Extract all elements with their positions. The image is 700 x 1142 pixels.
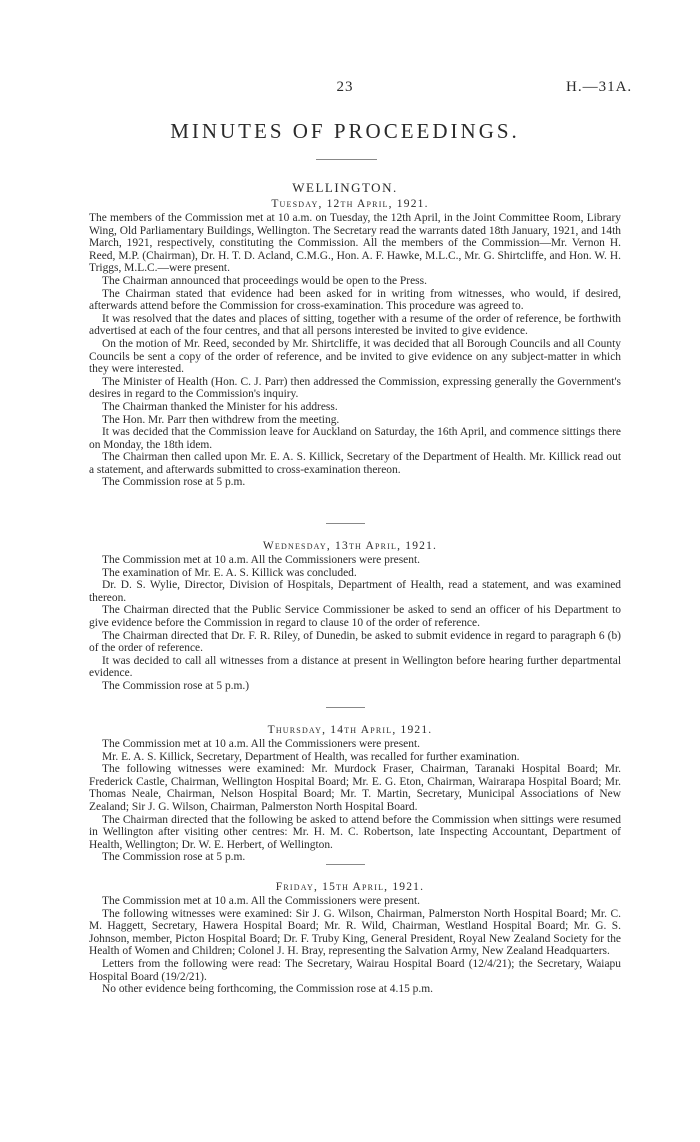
- section-divider: [326, 864, 365, 865]
- section-date: Tuesday, 12th April, 1921.: [271, 198, 429, 210]
- paragraph: The Chairman directed that Dr. F. R. Riley, of Dunedin, be asked to submit evidence in regard to paragraph 6 (b) of the order of reference.: [89, 629, 621, 655]
- paragraph: The Chairman announced that proceedings would be open to the Press.: [102, 274, 427, 287]
- paragraph: The Chairman stated that evidence had been asked for in writing from witnesses, who would, if desired, afterwards attend before the Commission for cross-examination. This procedure was agreed to.: [89, 287, 621, 313]
- paragraph: The Commission rose at 5 p.m.: [102, 851, 246, 864]
- page-title: MINUTES OF PROCEEDINGS.: [170, 119, 520, 143]
- paragraph: The Chairman directed that the following be asked to attend before the Commission when sittings were resumed in Wellington after visiting other centres: Mr. H. M. C. Robertson, late Inspecting Accountant, Department of Health, Wellington; Dr. W. E. Herbert, of Wellington.: [89, 813, 621, 851]
- section-date: Wednesday, 13th April, 1921.: [262, 540, 438, 552]
- section-divider: [326, 523, 365, 524]
- document-reference: H.—31A.: [566, 79, 633, 95]
- paragraph: Mr. E. A. S. Killick, Secretary, Department of Health, was recalled for further examination.: [102, 750, 520, 763]
- paragraph: The Hon. Mr. Parr then withdrew from the meeting.: [102, 413, 340, 426]
- paragraph: It was resolved that the dates and places of sitting, together with a resume of the order of reference, be forthwith advertised at each of the four centres, and that all persons interested be invited to give evidence.: [89, 312, 621, 338]
- paragraph: It was decided to call all witnesses from a distance at present in Wellington before hearing further departmental evidence.: [89, 654, 621, 680]
- paragraph: The examination of Mr. E. A. S. Killick was concluded.: [102, 566, 357, 579]
- paragraph: The Commission rose at 5 p.m.): [102, 679, 250, 692]
- paragraph: The following witnesses were examined: Mr. Murdock Fraser, Chairman, Taranaki Hospital Board; Mr. Frederick Castle, Chairman, Wellington Hospital Board; Mr. E. G. Eton, Chairman, Wairarapa Hospital Board; Mr. Thomas Neale, Chairman, Nelson Hospital Board; Mr. T. Martin, Secretary, Municipal Associations of New Zealand; Sir J. G. Wilson, Chairman, Palmerston North Hospital Board.: [89, 763, 621, 813]
- section-body: [89, 738, 621, 864]
- paragraph: The Commission met at 10 a.m. All the Commissioners were present.: [102, 554, 420, 566]
- page-number: 23: [336, 79, 354, 95]
- section-body: [89, 212, 621, 489]
- place-heading: WELLINGTON.: [292, 180, 398, 195]
- paragraph: The Commission met at 10 a.m. All the Commissioners were present.: [102, 895, 420, 907]
- title-divider: [316, 159, 377, 160]
- paragraph: Letters from the following were read: The Secretary, Wairau Hospital Board (12/4/21); the Secretary, Waiapu Hospital Board (19/2/21).: [89, 957, 621, 983]
- paragraph: The Commission rose at 5 p.m.: [102, 476, 246, 489]
- paragraph: The following witnesses were examined: Sir J. G. Wilson, Chairman, Palmerston North Hospital Board; Mr. C. M. Haggett, Secretary, Hawera Hospital Board; Mr. R. Wild, Chairman, Westland Hospital Board; Mr. G. S. Johnson, member, Picton Hospital Board; Dr. F. Truby King, General President, Royal New Zealand Society for the Health of Women and Children; Colonel J. H. Bray, representing the Salvation Army, New Zealand Headquarters.: [89, 907, 621, 958]
- paragraph: It was decided that the Commission leave for Auckland on Saturday, the 16th April, and commence sittings there on Monday, the 18th idem.: [89, 426, 621, 451]
- paragraph: Dr. D. S. Wylie, Director, Division of Hospitals, Department of Health, read a statement, and was examined thereon.: [89, 579, 621, 604]
- section-body: [89, 895, 621, 996]
- section-date: Thursday, 14th April, 1921.: [267, 724, 433, 736]
- paragraph: The Chairman then called upon Mr. E. A. S. Killick, Secretary of the Department of Health. Mr. Killick read out a statement, and afterwards submitted to cross-examination thereon.: [89, 451, 621, 476]
- paragraph: The Chairman thanked the Minister for his address.: [102, 400, 338, 413]
- paragraph: The Minister of Health (Hon. C. J. Parr) then addressed the Commission, expressing generally the Government's desires in regard to the Commission's inquiry.: [89, 375, 621, 401]
- section-divider: [326, 707, 365, 708]
- section-body: [89, 554, 621, 693]
- paragraph: The members of the Commission met at 10 a.m. on Tuesday, the 12th April, in the Joint Committee Room, Library Wing, Old Parliamentary Buildings, Wellington. The Secretary read the warrants dated 18th January, 1921, and 14th March, 1921, respectively, constituting the Commission. All the members of the Commission—Mr. Vernon H. Reed, M.P. (Chairman), Dr. H. T. D. Acland, C.M.G., Hon. A. F. Hawke, M.L.C., Mr. G. Shirtcliffe, and Hon. W. H. Triggs, M.L.C.—were present.: [89, 212, 621, 275]
- paragraph: The Chairman directed that the Public Service Commissioner be asked to send an officer of his Department to give evidence before the Commission in regard to clause 10 of the order of reference.: [89, 604, 621, 629]
- section-date: Friday, 15th April, 1921.: [275, 881, 425, 893]
- paragraph: No other evidence being forthcoming, the Commission rose at 4.15 p.m.: [102, 983, 433, 996]
- paragraph: On the motion of Mr. Reed, seconded by Mr. Shirtcliffe, it was decided that all Borough Councils and all County Councils be sent a copy of the order of reference, and be invited to give evidence on any subject-matter in which they were interested.: [89, 337, 621, 376]
- paragraph: The Commission met at 10 a.m. All the Commissioners were present.: [102, 738, 420, 750]
